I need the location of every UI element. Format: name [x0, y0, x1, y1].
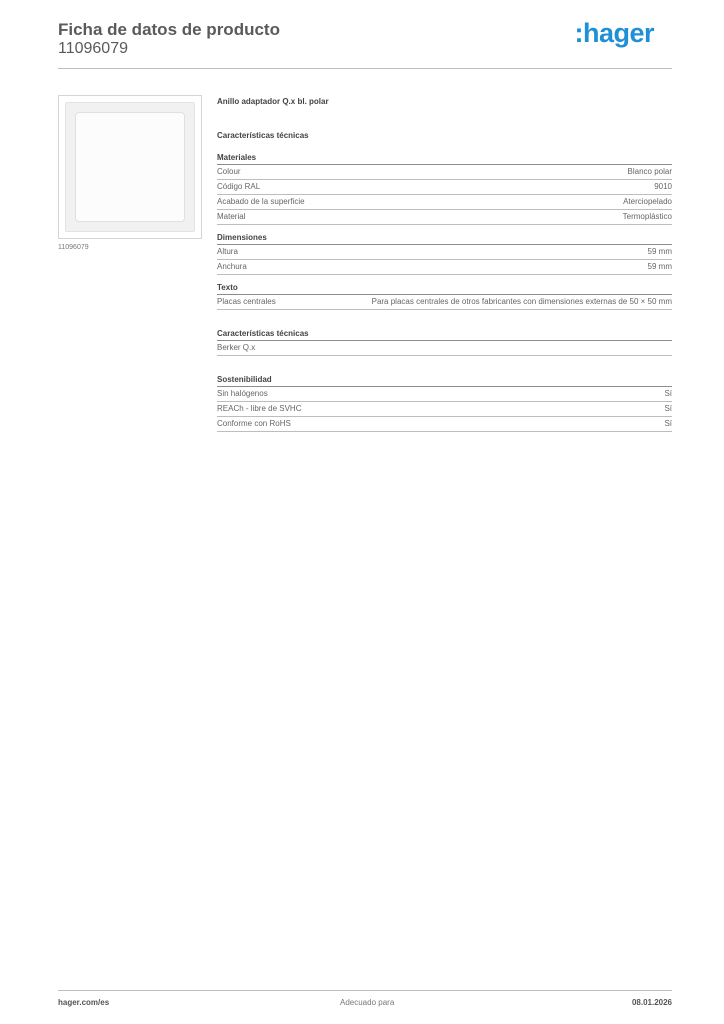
section-dimensiones: [217, 232, 672, 275]
spec-value: Sí: [664, 389, 672, 398]
section-heading: Texto: [217, 282, 672, 295]
spec-label: Conforme con RoHS: [217, 419, 291, 428]
spec-label: Material: [217, 212, 246, 221]
image-caption: 11096079: [58, 244, 89, 251]
product-image: [58, 95, 202, 239]
spec-row: [217, 341, 672, 356]
adapter-ring-inner: [75, 112, 185, 222]
section-heading: Materiales: [217, 152, 672, 165]
spec-label: Berker Q.x: [217, 343, 256, 352]
spec-value: Sí: [664, 404, 672, 413]
footer-note: Adecuado para: [340, 998, 395, 1007]
spec-row: [217, 195, 672, 210]
spec-content: [217, 96, 672, 439]
spec-label: Código RAL: [217, 182, 261, 191]
footer-date: 08.01.2026: [631, 998, 672, 1007]
spec-value: 59 mm: [647, 262, 672, 271]
spec-value: Aterciopelado: [623, 197, 672, 206]
section-heading: Dimensiones: [217, 232, 672, 245]
section-sostenibilidad: [217, 374, 672, 432]
hager-logo: :hager: [574, 18, 654, 48]
page-header: [58, 20, 672, 58]
spec-label: Altura: [217, 247, 238, 256]
spec-value: 59 mm: [647, 247, 672, 256]
spec-label: Anchura: [217, 262, 247, 271]
document-title: Ficha de datos de producto: [58, 20, 280, 39]
spec-value: Sí: [664, 419, 672, 428]
footer-divider: [58, 990, 672, 991]
spec-value: Termoplástico: [622, 212, 672, 221]
spec-value: Para placas centrales de otros fabricantes con dimensiones externas de 50 × 50 mm: [371, 297, 672, 306]
spec-label: Placas centrales: [217, 297, 276, 306]
spec-label: REACh - libre de SVHC: [217, 404, 302, 413]
spec-row: [217, 260, 672, 275]
spec-row: [217, 245, 672, 260]
spec-value: 9010: [654, 182, 672, 191]
spec-row: [217, 165, 672, 180]
section-heading: Características técnicas: [217, 328, 672, 341]
product-name: Anillo adaptador Q.x bl. polar: [217, 97, 329, 106]
product-code: 11096079: [58, 40, 128, 57]
section-caracteristicas: [217, 328, 672, 356]
section-texto: [217, 282, 672, 310]
spec-row: [217, 387, 672, 402]
adapter-ring-outer: [65, 102, 195, 232]
spec-row: [217, 402, 672, 417]
technical-characteristics-heading: Características técnicas: [217, 131, 309, 140]
spec-row: [217, 295, 672, 310]
section-materiales: [217, 152, 672, 225]
spec-label: Sin halógenos: [217, 389, 268, 398]
spec-label: Colour: [217, 167, 241, 176]
section-heading: Sostenibilidad: [217, 374, 672, 387]
spec-row: [217, 180, 672, 195]
footer-website: hager.com/es: [58, 998, 110, 1007]
header-divider: [58, 68, 672, 69]
spec-row: [217, 417, 672, 432]
spec-label: Acabado de la superficie: [217, 197, 305, 206]
spec-value: Blanco polar: [627, 167, 672, 176]
spec-row: [217, 210, 672, 225]
